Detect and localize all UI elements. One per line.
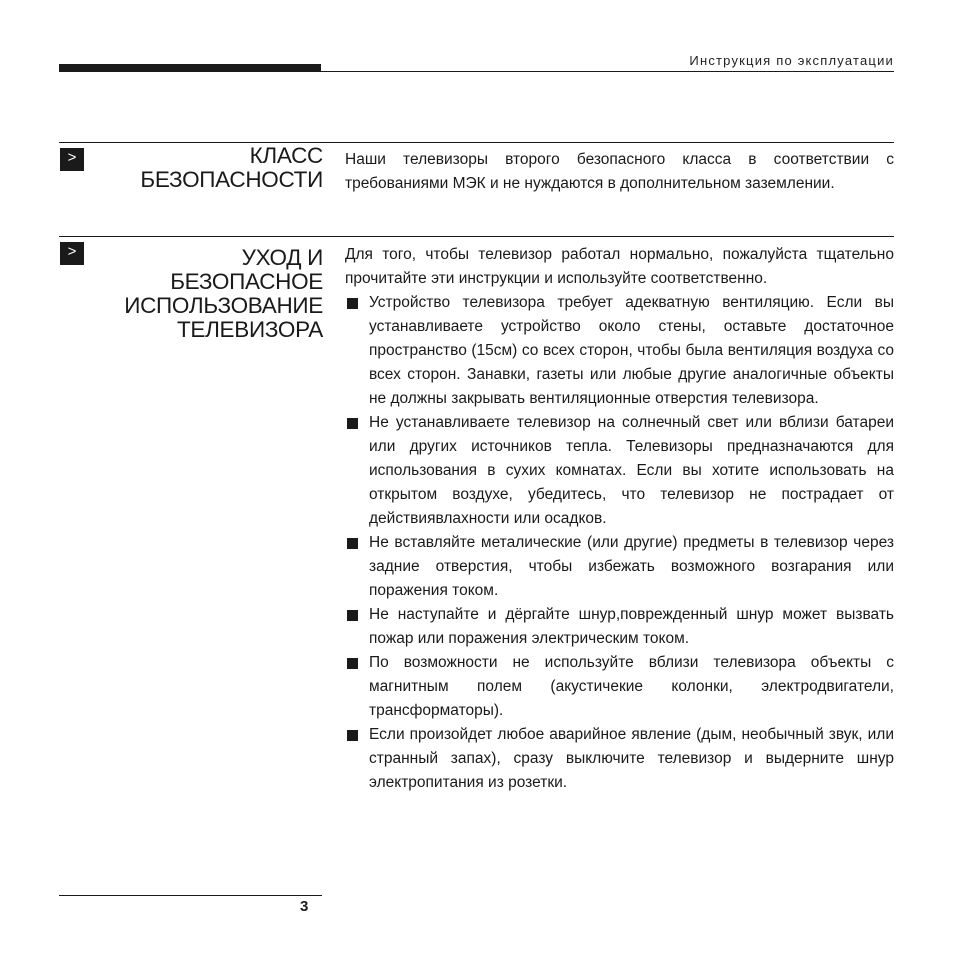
section-heading: УХОД И БЕЗОПАСНОЕ ИСПОЛЬЗОВАНИЕ ТЕЛЕВИЗОРА <box>124 245 323 342</box>
safety-bullet-list <box>345 291 894 795</box>
header-thin-rule <box>321 71 894 72</box>
section-care-and-safe-use <box>59 236 894 856</box>
list-item <box>345 723 894 795</box>
header-thick-rule <box>59 64 321 72</box>
section-divider <box>59 236 894 237</box>
list-item <box>345 411 894 531</box>
list-item <box>345 291 894 411</box>
square-bullet-icon <box>347 298 358 309</box>
body-paragraph: Наши телевизоры второго безопасного класса в соответствии с требованиями МЭК и не нуждаются в дополнительном заземлении. <box>345 151 894 192</box>
arrow-marker-icon: > <box>60 242 84 265</box>
list-item-text: Не устанавливаете телевизор на солнечный свет или вблизи батареи или других источников тепла. Телевизоры предназначаются для использования в сухих комнатах. Если вы хотите использовать на открытом воздухе, убедитесь, что телевизор не пострадает от действиявлахности или осадков. <box>369 414 894 527</box>
square-bullet-icon <box>347 538 358 549</box>
section-body <box>345 243 894 795</box>
footer-rule <box>59 895 322 896</box>
section-heading: КЛАСС БЕЗОПАСНОСТИ <box>140 143 323 192</box>
section-safety-class <box>59 142 894 228</box>
list-item-text: Не вставляйте металические (или другие) предметы в телевизор через задние отверстия, чтобы избежать возможного возгарания или поражения током. <box>369 534 894 599</box>
intro-paragraph: Для того, чтобы телевизор работал нормально, пожалуйста тщательно прочитайте эти инструкции и используйте соответственно. <box>345 246 894 287</box>
list-item <box>345 603 894 651</box>
list-item-text: Если произойдет любое аварийное явление (дым, необычный звук, или странный запах), сразу выключите телевизор и выдерните шнур электропитания из розетки. <box>369 726 894 791</box>
square-bullet-icon <box>347 658 358 669</box>
section-divider <box>59 142 894 143</box>
square-bullet-icon <box>347 730 358 741</box>
list-item <box>345 651 894 723</box>
section-body <box>345 148 894 196</box>
running-header-title: Инструкция по эксплуатации <box>689 53 894 68</box>
square-bullet-icon <box>347 610 358 621</box>
list-item-text: Устройство телевизора требует адекватную вентиляцию. Если вы устанавливаете устройство около стены, оставьте достаточное пространство (15см) со всех сторон, чтобы была вентиляция воздуха со всех сторон. Занавки, газеты или любые другие аналогичные объекты не должны закрывать вентиляционные отверстия телевизора. <box>369 294 894 407</box>
list-item <box>345 531 894 603</box>
list-item-text: По возможности не используйте вблизи телевизора объекты с магнитным полем (акустичекие колонки, электродвигатели, трансформаторы). <box>369 654 894 719</box>
page-number: 3 <box>300 898 309 915</box>
square-bullet-icon <box>347 418 358 429</box>
arrow-marker-icon: > <box>60 148 84 171</box>
list-item-text: Не наступайте и дёргайте шнур,поврежденный шнур может вызвать пожар или поражения электрическим током. <box>369 606 894 647</box>
